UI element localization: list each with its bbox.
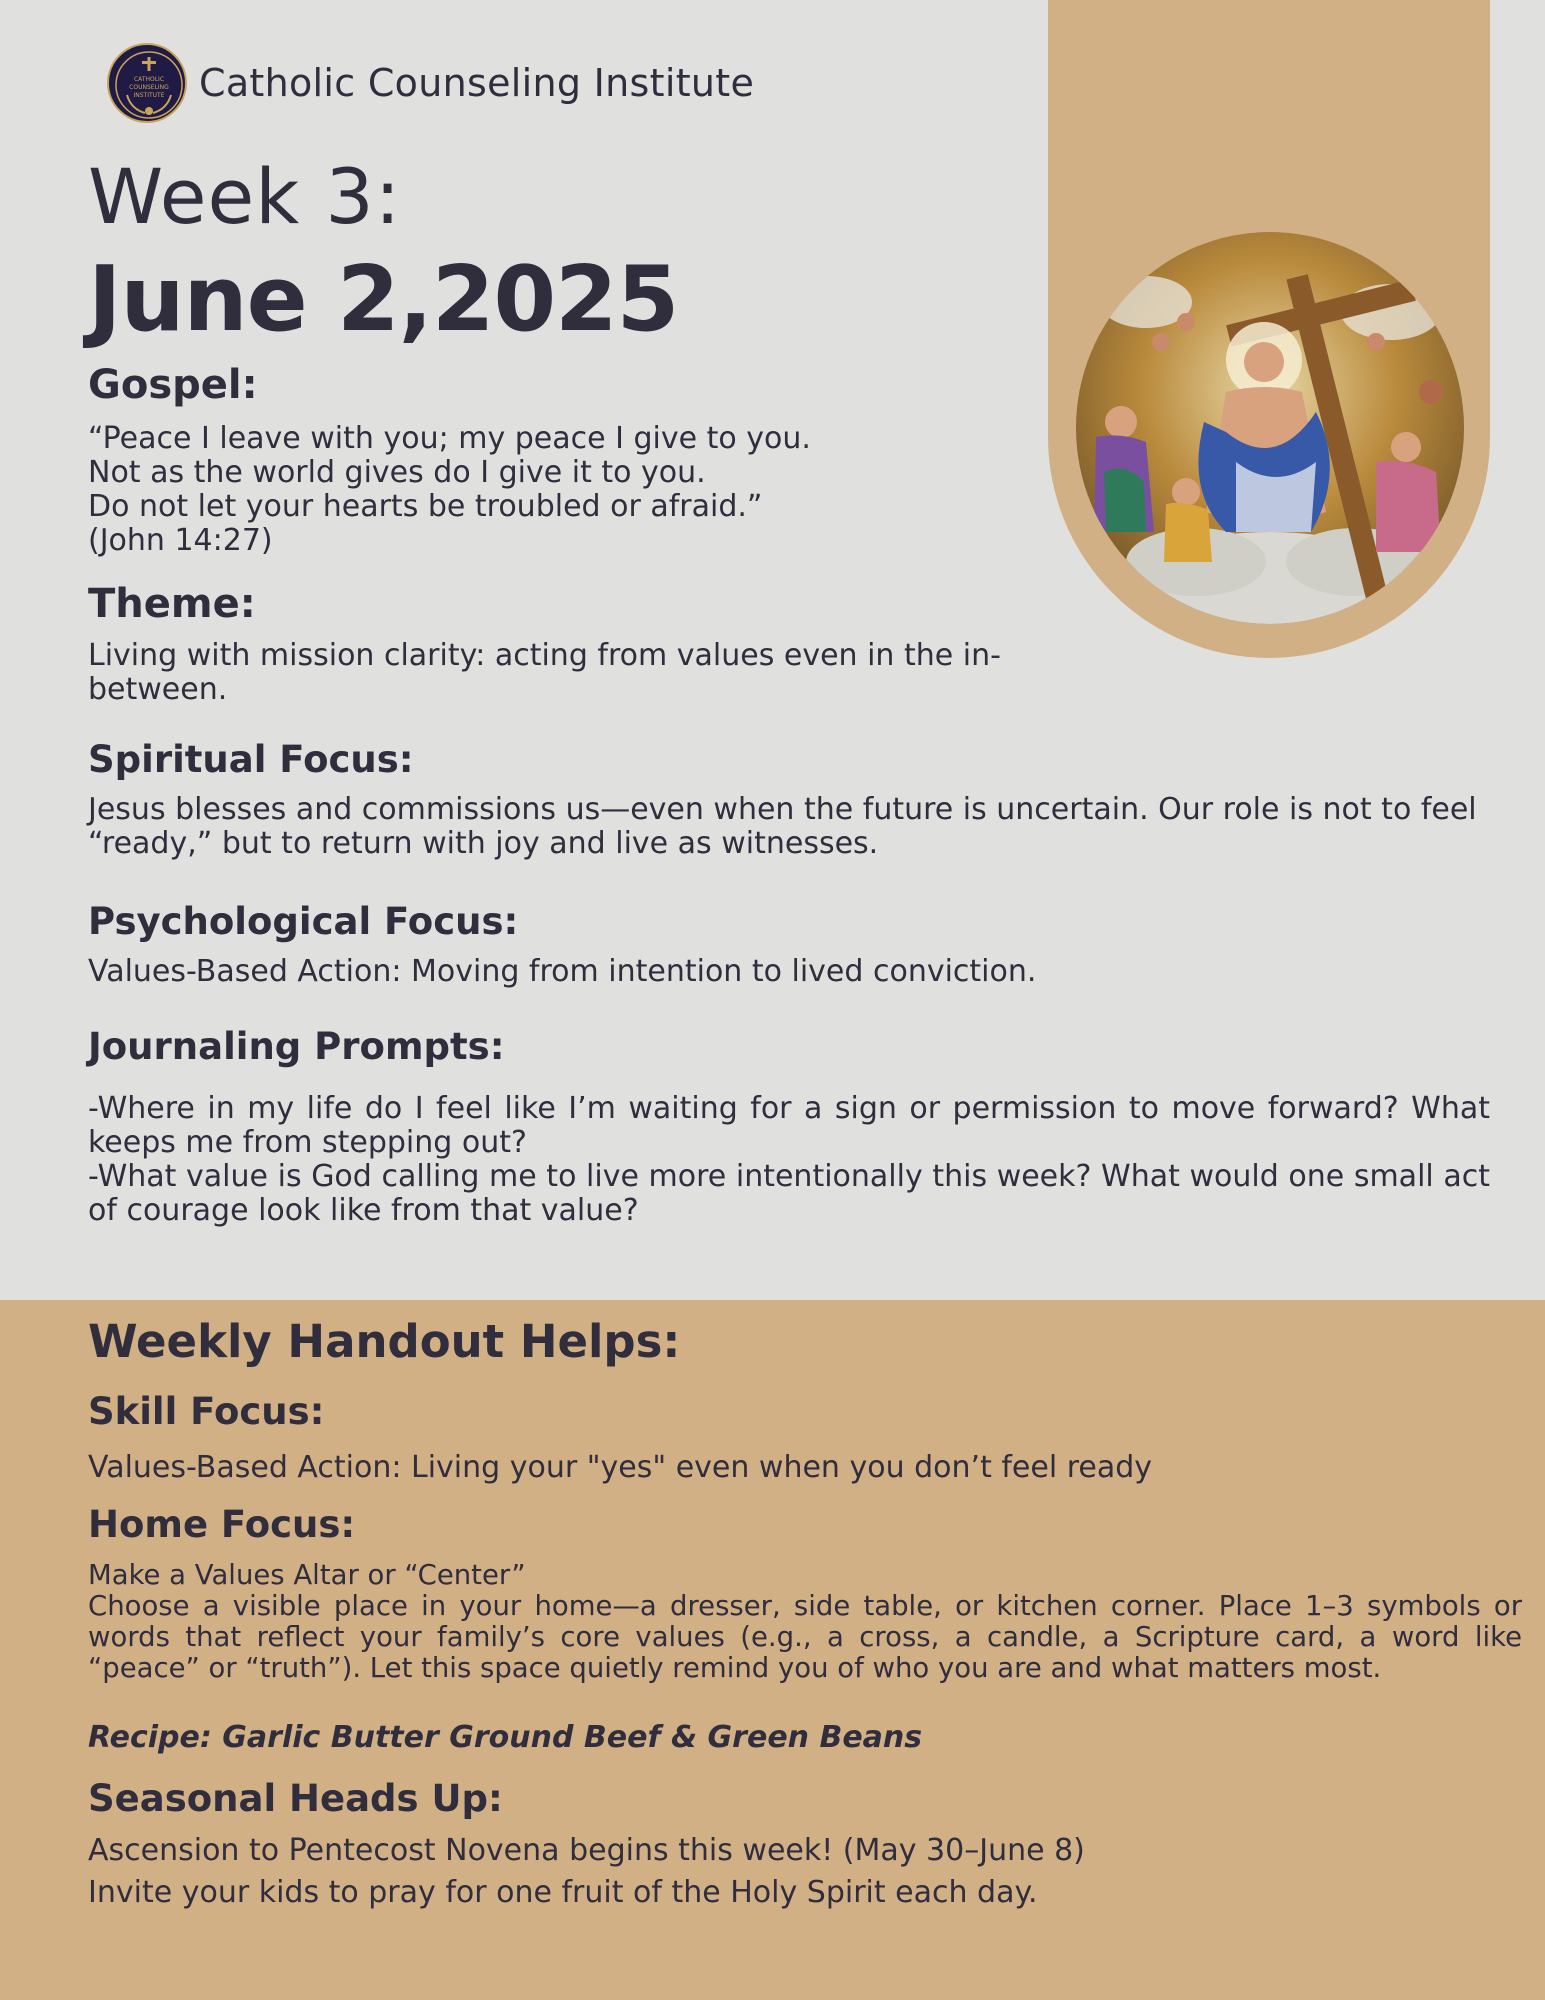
page-date-title: June 2,2025 bbox=[88, 247, 679, 352]
gospel-citation: (John 14:27) bbox=[88, 523, 273, 558]
gospel-line: “Peace I leave with you; my peace I give to you. bbox=[88, 421, 811, 456]
gospel-line: Do not let your hearts be troubled or afraid.” bbox=[88, 489, 763, 524]
spiritual-focus-heading: Spiritual Focus: bbox=[88, 738, 414, 781]
handout-heading: Weekly Handout Helps: bbox=[88, 1315, 681, 1368]
spiritual-focus-text: Jesus blesses and commissions us—even when the future is uncertain. Our role is not to feel “ready,” but to return with joy and live as witnesses. bbox=[88, 792, 1477, 861]
institute-seal-icon bbox=[107, 43, 187, 123]
psychological-focus-text: Values-Based Action: Moving from intention to lived conviction. bbox=[88, 954, 1037, 989]
seasonal-line: Ascension to Pentecost Novena begins this week! (May 30–June 8) bbox=[88, 1833, 1085, 1868]
gospel-line: Not as the world gives do I give it to you. bbox=[88, 455, 706, 490]
theme-text bbox=[88, 639, 1048, 707]
skill-focus-heading: Skill Focus: bbox=[88, 1390, 325, 1433]
recipe-title: Recipe: Garlic Butter Ground Beef & Green Beans bbox=[88, 1720, 923, 1755]
weekly-handout-section bbox=[0, 1300, 1545, 2000]
theme-heading: Theme: bbox=[88, 581, 256, 627]
seasonal-heading: Seasonal Heads Up: bbox=[88, 1777, 503, 1820]
home-focus-title: Make a Values Altar or “Center” bbox=[88, 1559, 526, 1591]
home-focus-text-block bbox=[88, 1560, 1522, 1684]
svg-text:INSTITUTE: INSTITUTE bbox=[133, 92, 165, 99]
theme-line: between. bbox=[88, 672, 228, 707]
psychological-focus-section bbox=[88, 900, 1488, 989]
theme-line: Living with mission clarity: acting from values even in the in- bbox=[88, 638, 1001, 673]
journaling-section bbox=[88, 1025, 1490, 1228]
psychological-focus-heading: Psychological Focus: bbox=[88, 900, 519, 943]
gospel-section bbox=[88, 362, 1028, 558]
journaling-prompt: -Where in my life do I feel like I’m waiting for a sign or permission to move forward? What keeps me from stepping out? bbox=[88, 1091, 1490, 1160]
handout-content bbox=[88, 1315, 1522, 1914]
svg-text:COUNSELING: COUNSELING bbox=[129, 84, 169, 91]
ascension-mosaic-image bbox=[1076, 232, 1464, 624]
journaling-prompts bbox=[88, 1092, 1490, 1228]
home-focus-text: Choose a visible place in your home—a dresser, side table, or kitchen corner. Place 1–3 symbols or words that reflect your family’s core values (e.g., a cross, a candle, a Scripture card, a word like “peace” or “truth”). Let this space quietly remind you of who you are and what matters most. bbox=[88, 1590, 1522, 1684]
spiritual-focus-section bbox=[88, 738, 1488, 861]
seasonal-line: Invite your kids to pray for one fruit of the Holy Spirit each day. bbox=[88, 1875, 1038, 1910]
week-label: Week 3: bbox=[88, 152, 402, 241]
organization-name: Catholic Counseling Institute bbox=[199, 61, 755, 105]
journaling-heading: Journaling Prompts: bbox=[88, 1025, 505, 1068]
svg-text:CATHOLIC: CATHOLIC bbox=[133, 76, 165, 83]
gospel-heading: Gospel: bbox=[88, 362, 258, 408]
skill-focus-text: Values-Based Action: Living your "yes" even when you don’t feel ready bbox=[88, 1450, 1153, 1485]
theme-section bbox=[88, 581, 1048, 707]
home-focus-heading: Home Focus: bbox=[88, 1503, 356, 1546]
gospel-quote bbox=[88, 422, 1028, 558]
journaling-prompt: -What value is God calling me to live more intentionally this week? What would one small act of courage look like from that value? bbox=[88, 1159, 1490, 1228]
seasonal-text bbox=[88, 1830, 1522, 1914]
header bbox=[107, 43, 754, 123]
